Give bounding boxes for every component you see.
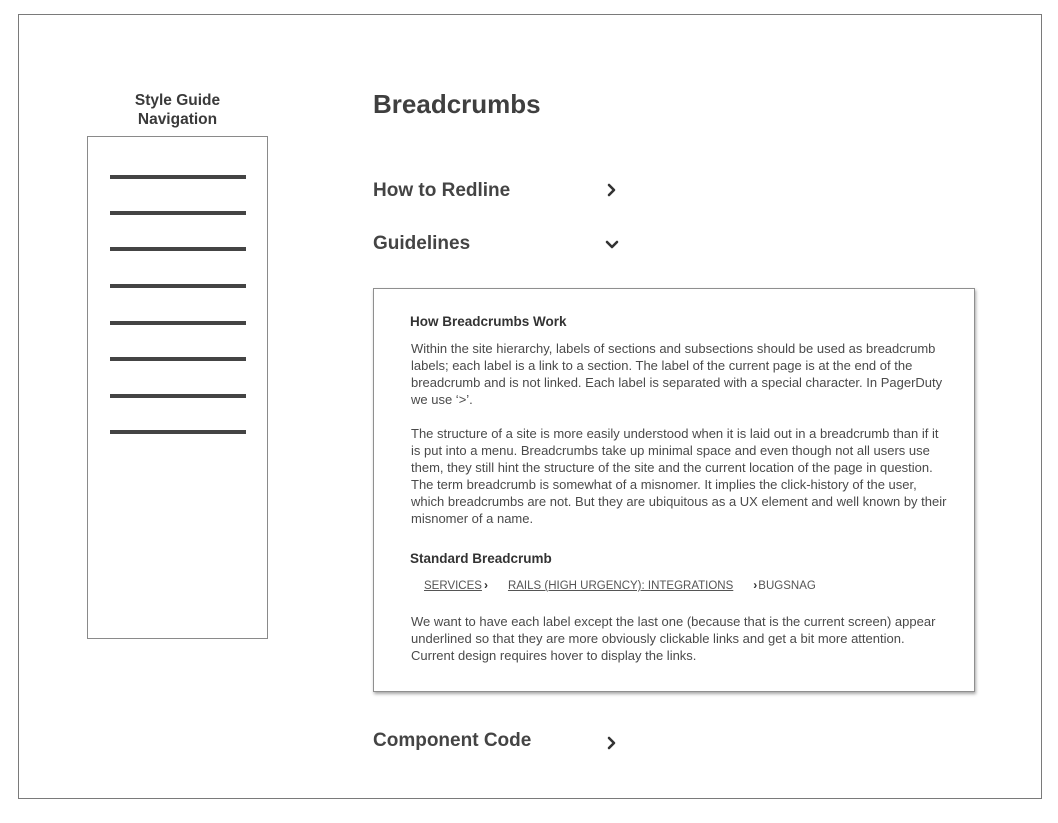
standard-breadcrumb-heading: Standard Breadcrumb [410,551,552,566]
breadcrumb [424,578,816,592]
nav-item-6[interactable] [110,357,246,361]
nav-item-8[interactable] [110,430,246,434]
breadcrumb-link-rails-integrations[interactable]: RAILS (HIGH URGENCY): INTEGRATIONS [507,580,734,592]
chevron-right-icon [604,182,620,198]
guidelines-panel [373,288,975,692]
guidelines-paragraph-1: Within the site hierarchy, labels of sections and subsections should be used as breadcrumb labels; each label is a link to a section. The label of the current page is at the end of the breadcrumb and is not linked. Each label is separated with a special character. In PagerDuty we use ‘>’. [411,341,943,407]
nav-item-4[interactable] [110,284,246,288]
nav-title-line2: Navigation [137,111,218,128]
chevron-right-icon [604,735,620,751]
guidelines-paragraph-3: We want to have each label except the last one (because that is the current screen) appear underlined so that they are more obviously clickable links and get a bit more attention. Current design requires hover to display the links. [411,614,936,663]
guidelines-paragraph-2: The structure of a site is more easily understood when it is laid out in a breadcrumb than if it is put into a menu. Breadcrumbs take up minimal space and even though not all users use them, they still hint the structure of the site and the current location of the page in question. The term breadcrumb is somewhat of a misnomer. It implies the click-history of the user, which breadcrumbs are not. But they are ubiquitous as a UX element and well known by their misnomer of a name. [411,426,947,526]
breadcrumb-separator: › [753,578,758,592]
nav-item-2[interactable] [110,211,246,215]
nav-item-7[interactable] [110,394,246,398]
breadcrumb-current: BUGSNAG [758,580,816,592]
section-guidelines[interactable] [373,233,623,259]
section-component-code[interactable] [373,730,623,756]
section-how-to-redline-label: How to Redline [373,180,511,201]
style-guide-navigation [87,136,268,639]
nav-item-1[interactable] [110,175,246,179]
nav-item-5[interactable] [110,321,246,325]
nav-title [87,91,268,129]
how-breadcrumbs-work-heading: How Breadcrumbs Work [410,314,567,329]
breadcrumb-separator: › [483,578,488,592]
page-title: Breadcrumbs [373,89,541,119]
section-guidelines-label: Guidelines [373,233,471,254]
breadcrumb-link-services[interactable]: SERVICES [424,580,482,592]
nav-title-line1: Style Guide [134,92,221,109]
nav-item-3[interactable] [110,247,246,251]
chevron-down-icon [604,237,620,253]
section-how-to-redline[interactable] [373,180,623,206]
section-component-code-label: Component Code [373,730,532,751]
